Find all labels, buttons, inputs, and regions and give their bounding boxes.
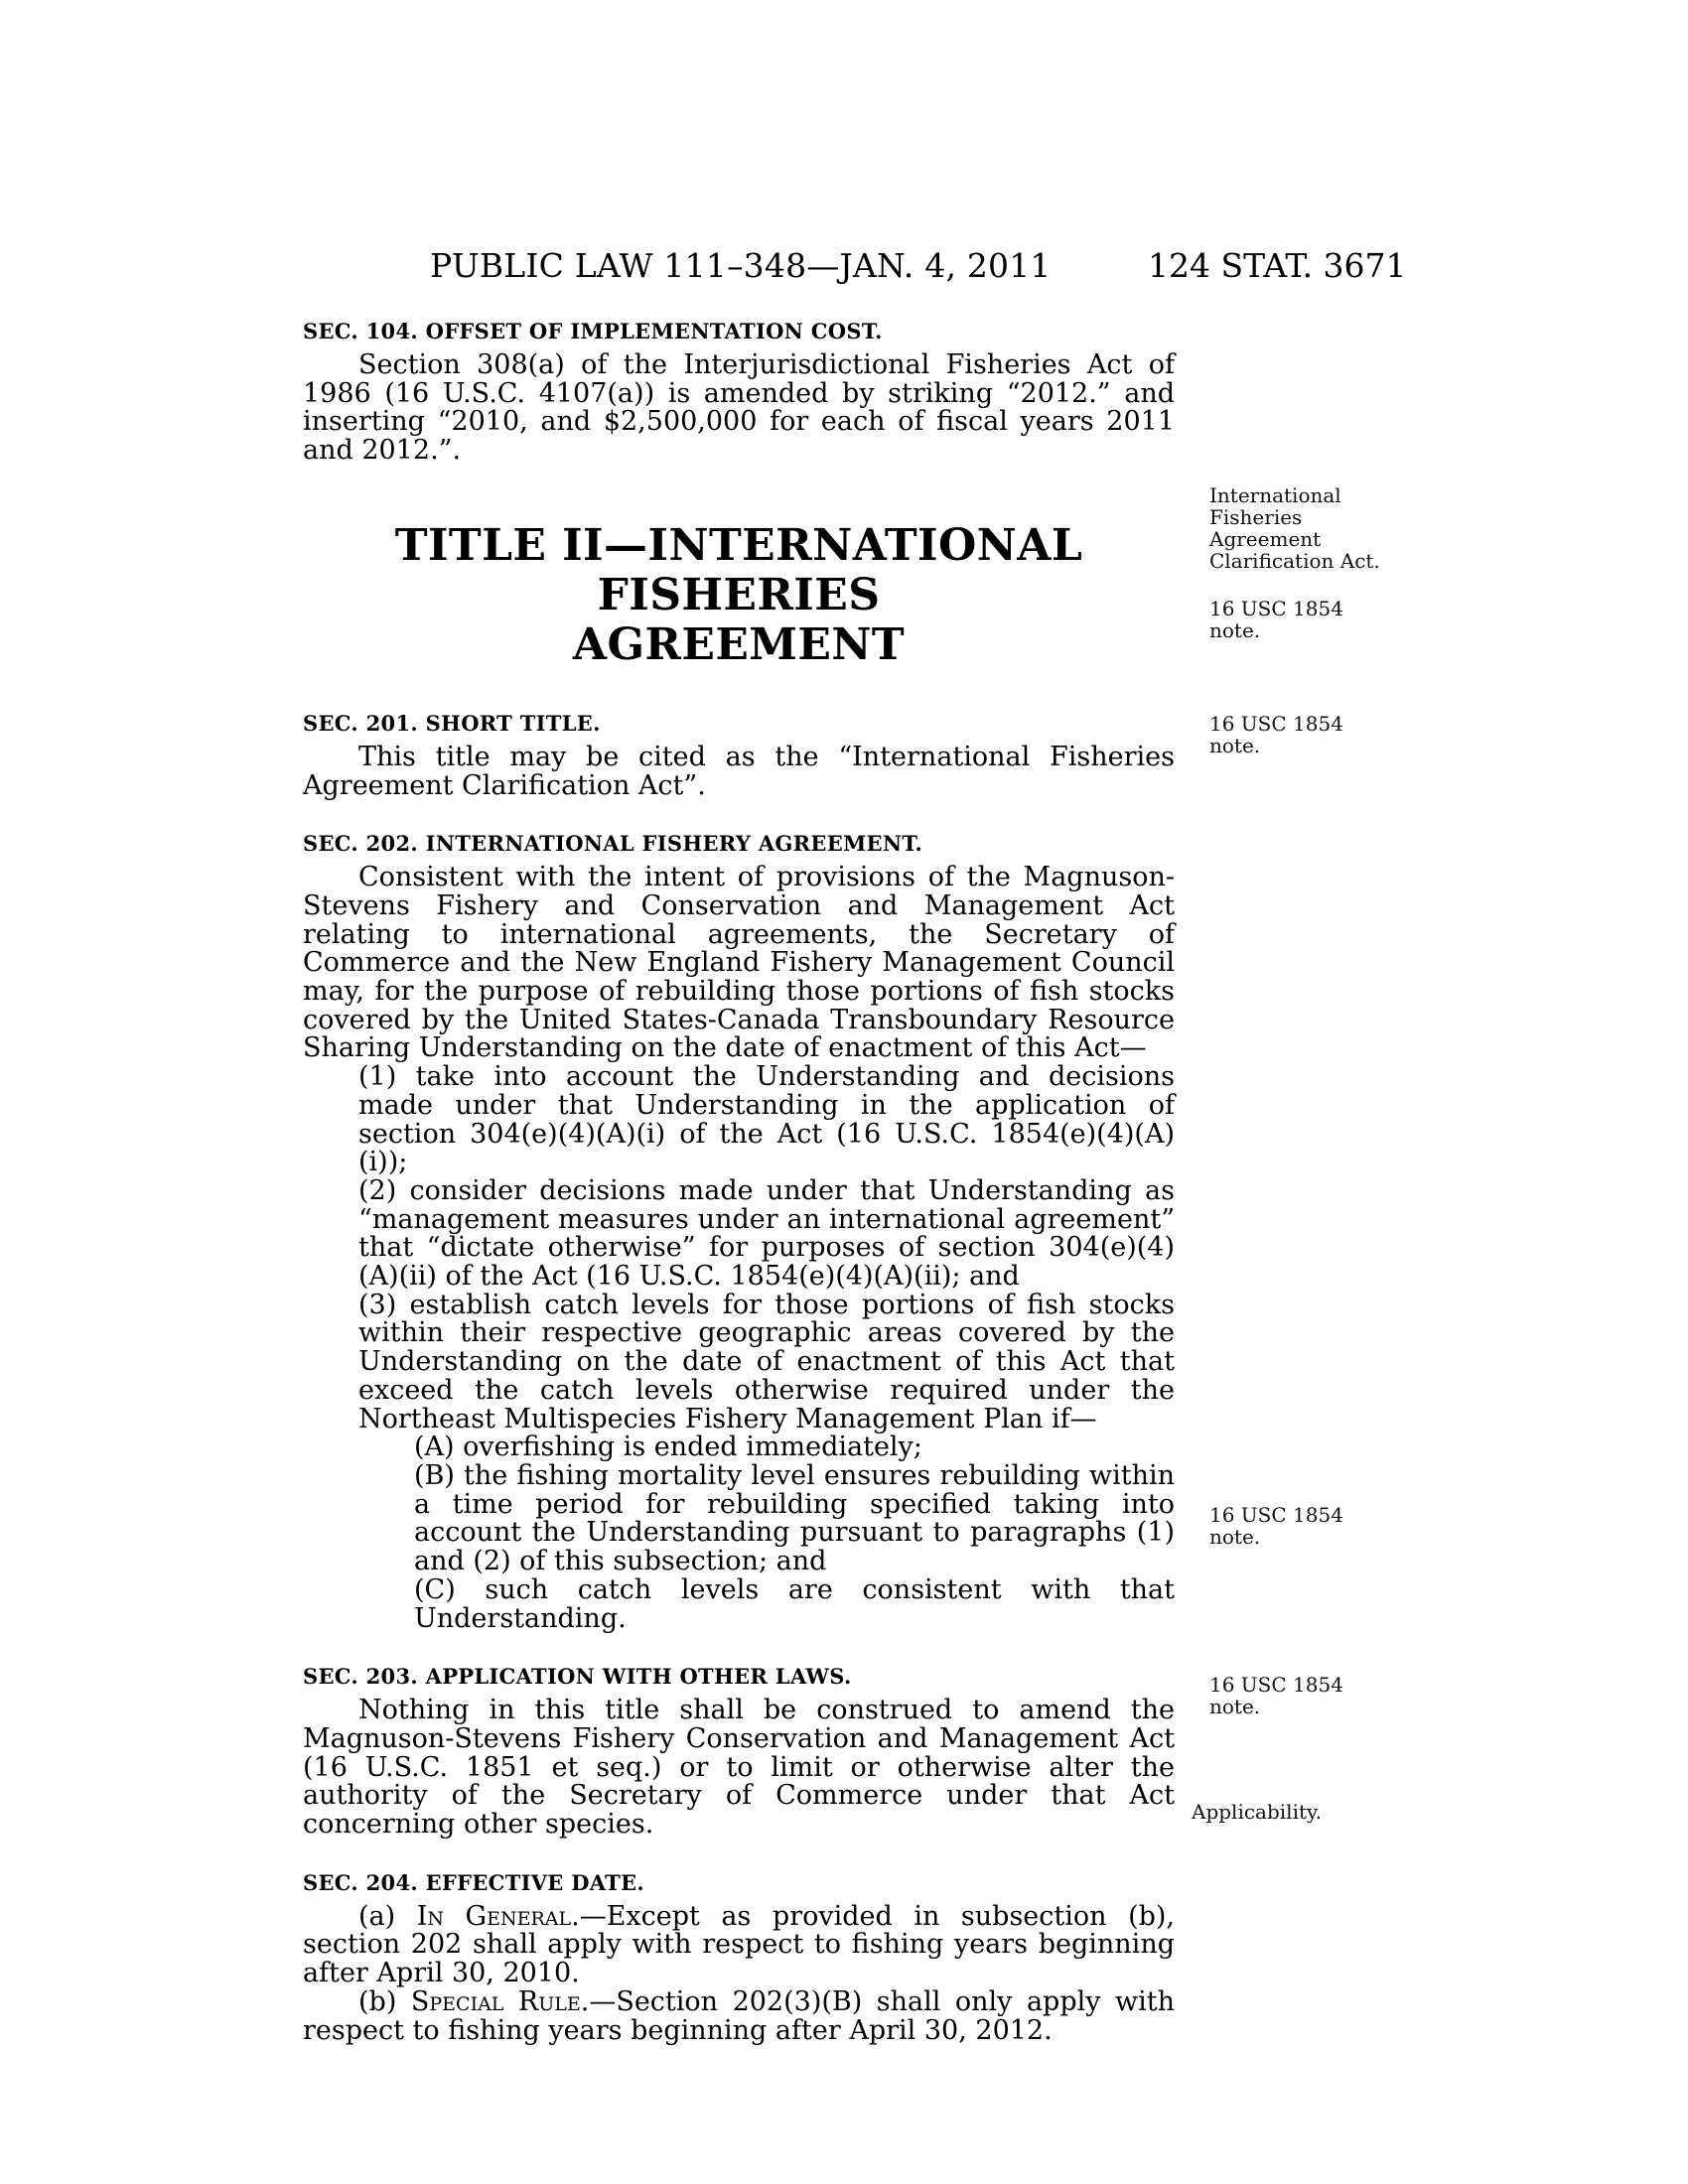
section-204-subsection-b <box>303 1985 1175 2046</box>
section-202-item-3: (3) establish catch levels for those portions of fish stocks within their respective geographic areas covered by the Understanding on the date of enactment of this Act that exceed the catch levels otherwise required under the Northeast Multispecies Fishery Management Plan if— <box>358 1289 1175 1434</box>
section-201-body: This title may be cited as the “International Fisheries Agreement Clarification Act”. <box>303 741 1175 801</box>
section-201-heading: SEC. 201. SHORT TITLE. <box>303 710 601 736</box>
margin-note-applicability: Applicability. <box>1192 1800 1322 1824</box>
statute-page-reference: 124 STAT. 3671 <box>1148 246 1407 285</box>
title-ii-heading-line1: TITLE II—INTERNATIONAL FISHERIES <box>394 519 1083 620</box>
section-202-heading: SEC. 202. INTERNATIONAL FISHERY AGREEMENT. <box>303 831 923 857</box>
subsection-a-label: In General <box>416 1900 572 1932</box>
margin-note-short-title: International Fisheries Agreement Clarification Act. <box>1209 483 1380 573</box>
section-202-item-2: (2) consider decisions made under that Understanding as “management measures under an international agreement” that “dictate otherwise” for purposes of section 304(e)(4)(A)(ii) of the Act (16 U.S.C. 1854(e)(4)(A)(ii); and <box>358 1174 1175 1293</box>
title-ii-heading-line2: AGREEMENT <box>572 618 906 670</box>
margin-note-sec-201: 16 USC 1854 note. <box>1209 597 1343 642</box>
running-head: PUBLIC LAW 111–348—JAN. 4, 2011 <box>430 246 1052 285</box>
margin-note-sec-204: 16 USC 1854 note. <box>1209 1673 1343 1718</box>
section-202-intro: Consistent with the intent of provisions of the Magnuson-Stevens Fishery and Conservation and Management Act relating to international agreements, the Secretary of Commerce and the New England Fishery Management Council may, for the purpose of rebuilding those portions of fish stocks covered by the United States-Canada Transboundary Resource Sharing Understanding on the date of enactment of this Act— <box>303 862 1175 1064</box>
subsection-a-body: .—Except as provided in subsection (b), section 202 shall apply with respect to fishing years beginning after April 30, 2010. <box>303 1900 1176 1989</box>
main-text-column <box>303 318 1175 2045</box>
section-204-heading: SEC. 204. EFFECTIVE DATE. <box>303 1869 645 1895</box>
subsection-b-body: .—Section 202(3)(B) shall only apply with respect to fishing years beginning after April 30, 2012. <box>303 1985 1175 2046</box>
subsection-b-number: (b) <box>358 1985 411 2017</box>
subsection-b-label: Special Rule <box>410 1985 581 2017</box>
margin-note-sec-202: 16 USC 1854 note. <box>1209 712 1343 757</box>
margin-note-sec-203: 16 USC 1854 note. <box>1209 1503 1343 1549</box>
section-202-item-b: (B) the fishing mortality level ensures rebuilding within a time period for rebuilding specified taking into account the Understanding pursuant to paragraphs (1) and (2) of this subsection; and <box>414 1459 1175 1577</box>
section-202-item-1 <box>358 1063 1175 1177</box>
section-203-body: Nothing in this title shall be construed to amend the Magnuson-Stevens Fishery Conservation and Management Act (16 U.S.C. 1851 et seq.) or to limit or otherwise alter the authority of the Secretary of Commerce under that Act concerning other species. <box>303 1695 1175 1841</box>
subsection-a-number: (a) <box>358 1900 417 1932</box>
section-202-item-1-text: (1) take into account the Understanding and decisions made under that Understanding in the application of section 304(e)(4)(A)(i) of the Act (16 U.S.C. 1854(e)(4)(A)(i)); <box>358 1061 1175 1178</box>
section-104-body: Section 308(a) of the Interjurisdictional Fisheries Act of 1986 (16 U.S.C. 4107(a)) is amended by striking “2012.” and inserting “2010, and $2,500,000 for each of fiscal years 2011 and 2012.”. <box>303 349 1175 467</box>
section-202-item-a: (A) overfishing is ended immediately; <box>414 1432 922 1463</box>
section-104-heading: SEC. 104. OFFSET OF IMPLEMENTATION COST. <box>303 319 883 343</box>
section-204-subsection-a <box>303 1900 1176 1989</box>
section-203-heading: SEC. 203. APPLICATION WITH OTHER LAWS. <box>303 1664 852 1690</box>
section-202-item-c: (C) such catch levels are consistent with that Understanding. <box>414 1573 1175 1634</box>
